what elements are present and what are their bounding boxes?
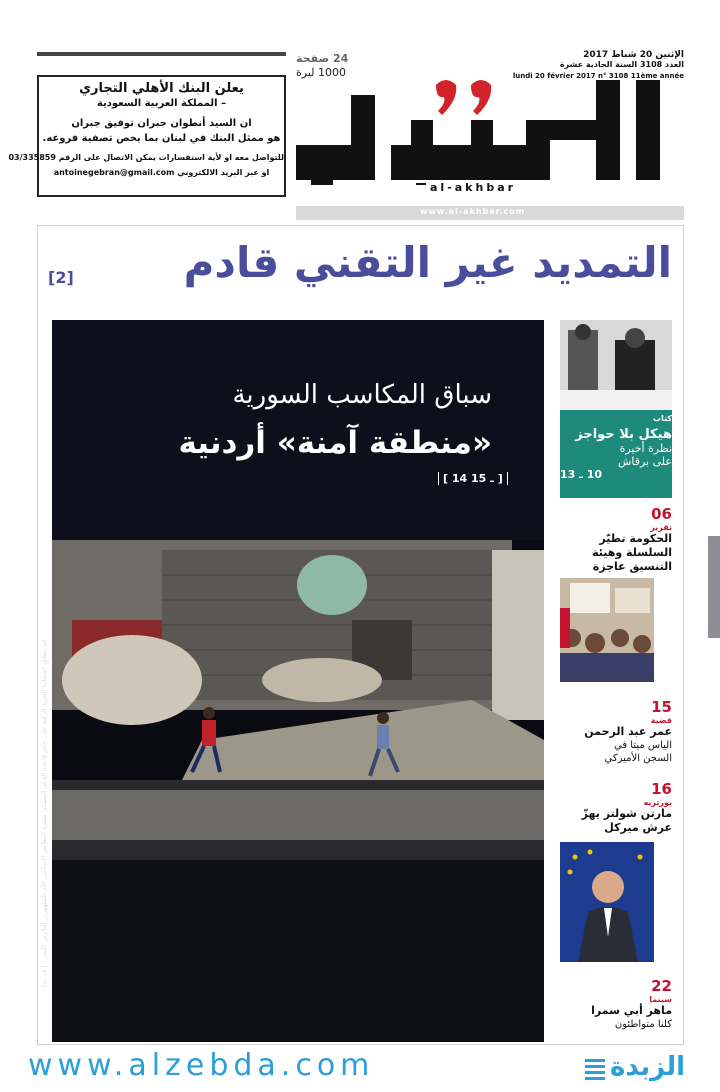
book-text (560, 414, 672, 481)
al-akhbar-logo (296, 75, 686, 185)
ad-line: او عبر البريد الالكتروني antoinegebran@gmail.com (53, 168, 270, 177)
book-label: كتاب (653, 414, 672, 423)
photo-title[interactable]: «منطقة آمنة» أردنية (178, 425, 492, 461)
date-arabic (530, 50, 684, 69)
sidebar-item-report[interactable] (560, 505, 672, 574)
ad-line: يعلن البنك الأهلي التجاري (79, 81, 244, 96)
alzebda-logo (575, 1052, 685, 1086)
date-french: lundi 20 février 2017 n° 3108 11ème année (512, 72, 684, 80)
schulz-photo (560, 842, 654, 962)
sec-head: الحكومة تطيّر (599, 532, 672, 545)
ad-line: ان السيد أنطوان جبران توفيق جبران (71, 118, 252, 129)
sec-head: ماهر أبي سمرا (591, 1004, 672, 1017)
sec-page-num: 16 (651, 780, 672, 798)
book-sub: على برقاش (617, 455, 672, 468)
book-photo (560, 320, 672, 410)
sec-sub: الياس ميتا في (613, 740, 672, 751)
sidebar-item-case[interactable] (560, 698, 672, 765)
sec-head: عمر عبد الرحمن (584, 725, 672, 738)
headline-page-ref: [2] (48, 268, 74, 287)
bank-announcement-ad (8, 75, 286, 197)
sec-head: السلسلة وهيئة (592, 546, 672, 559)
sidebar-item-cinema[interactable] (560, 977, 672, 1031)
photo-kicker: سباق المكاسب السورية (232, 380, 492, 410)
sec-head: التنسيق عاجزة (592, 560, 672, 573)
ad-line: هو ممثل البنك في لبنان بما يخص تصفية فروعه. (42, 133, 281, 144)
website-url[interactable]: www.al-akhbar.com (420, 207, 526, 216)
book-sub: نظرة أخيرة (619, 442, 672, 455)
date-ar-line: الإثنين 20 شباط 2017 (583, 50, 684, 60)
sec-sub: كلنا متواطئون (614, 1019, 672, 1030)
alzebda-stripes-icon (585, 1059, 605, 1083)
ad-line: للتواصل معه او لأية استفسارات يمكن الاتصال على الرقم 03/335859 (8, 153, 284, 162)
sec-label: قضية (650, 716, 672, 725)
sec-page-num: 06 (651, 505, 672, 523)
issue-ar-line: العدد 3108 السنة الحادية عشرة (559, 60, 684, 69)
sec-page-num: 22 (651, 977, 672, 995)
sec-head: عرش ميركل (604, 821, 672, 834)
book-pages: 10 ـ 13 (560, 468, 603, 481)
photo-caption: ليد مقاتلٍ استعادة الحرية الزكية على حافر قاعدة الحكم المتمدن مقبرة المعاصر الإسلامي الأم للمقهورين الثائرين (أيمن ـ أ ف ب) (40, 640, 48, 987)
logo-latin-name: al-akhbar (430, 181, 517, 194)
protest-photo (560, 578, 654, 682)
page-count: 24 صفحة (296, 52, 349, 65)
book-head[interactable]: هيكل بلا حواجز (575, 427, 672, 442)
ad-top-rule (37, 52, 286, 56)
main-headline[interactable]: التمديد غير التقني قادم (183, 238, 672, 287)
edge-tab (708, 536, 720, 638)
sec-label: تقرير (650, 523, 672, 532)
photo-page-ref: [ 14 ـ 15 ] (438, 472, 508, 485)
sec-label: بورتريه (643, 798, 672, 807)
sec-label: سينما (649, 995, 672, 1004)
sec-page-num: 15 (651, 698, 672, 716)
sec-sub: السجن الأميركي (604, 753, 672, 764)
sec-head: مارتن شولتز يهزّ (581, 807, 672, 820)
alzebda-logo-text: الزبدة (610, 1052, 685, 1082)
footer-website-url[interactable]: www.alzebda.com (28, 1048, 375, 1083)
price: 1000 ليرة (296, 66, 346, 79)
sidebar-item-portrait[interactable] (560, 780, 672, 835)
ad-line: – المملكة العربية السعودية (96, 98, 227, 109)
